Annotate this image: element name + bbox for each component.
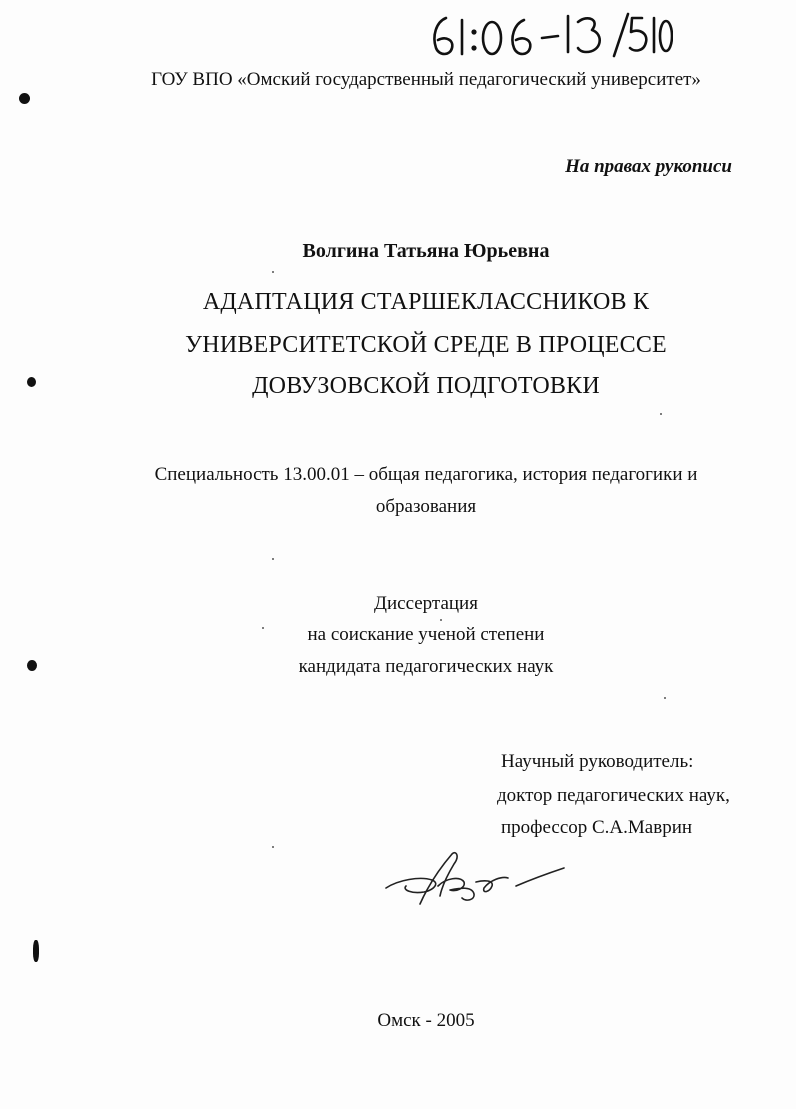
scan-speck <box>272 271 274 273</box>
supervisor-line-1: Научный руководитель: <box>501 751 694 772</box>
dissertation-line-2: на соискание ученой степени <box>307 624 545 645</box>
handwritten-signature <box>380 846 570 912</box>
supervisor-line-3: профессор С.А.Маврин <box>501 817 693 838</box>
punch-hole-mark <box>19 93 30 104</box>
punch-hole-mark <box>27 660 37 671</box>
supervisor-line-2: доктор педагогических наук, <box>497 785 730 806</box>
city-year: Омск - 2005 <box>377 1010 475 1031</box>
scan-speck <box>664 697 666 699</box>
title-line-3: ДОВУЗОВСКОЙ ПОДГОТОВКИ <box>252 373 600 399</box>
handwritten-archive-code <box>428 8 673 60</box>
punch-hole-mark <box>33 940 39 962</box>
specialty-line-2: образования <box>375 496 477 517</box>
scan-speck <box>262 627 264 629</box>
title-line-2: УНИВЕРСИТЕТСКОЙ СРЕДЕ В ПРОЦЕССЕ <box>185 332 667 358</box>
punch-hole-mark <box>27 377 36 387</box>
institution-name: ГОУ ВПО «Омский государственный педагогический университет» <box>151 69 701 90</box>
scan-speck <box>440 619 442 621</box>
manuscript-note: На правах рукописи <box>565 156 732 177</box>
scan-speck <box>660 413 662 415</box>
dissertation-line-3: кандидата педагогических наук <box>298 656 554 677</box>
scan-speck <box>272 558 274 560</box>
title-line-1: АДАПТАЦИЯ СТАРШЕКЛАССНИКОВ К <box>202 289 650 315</box>
scan-speck <box>272 846 274 848</box>
author-name: Волгина Татьяна Юрьевна <box>302 240 550 262</box>
specialty-line-1: Специальность 13.00.01 – общая педагогика, история педагогики и <box>154 464 698 485</box>
dissertation-line-1: Диссертация <box>374 593 478 614</box>
